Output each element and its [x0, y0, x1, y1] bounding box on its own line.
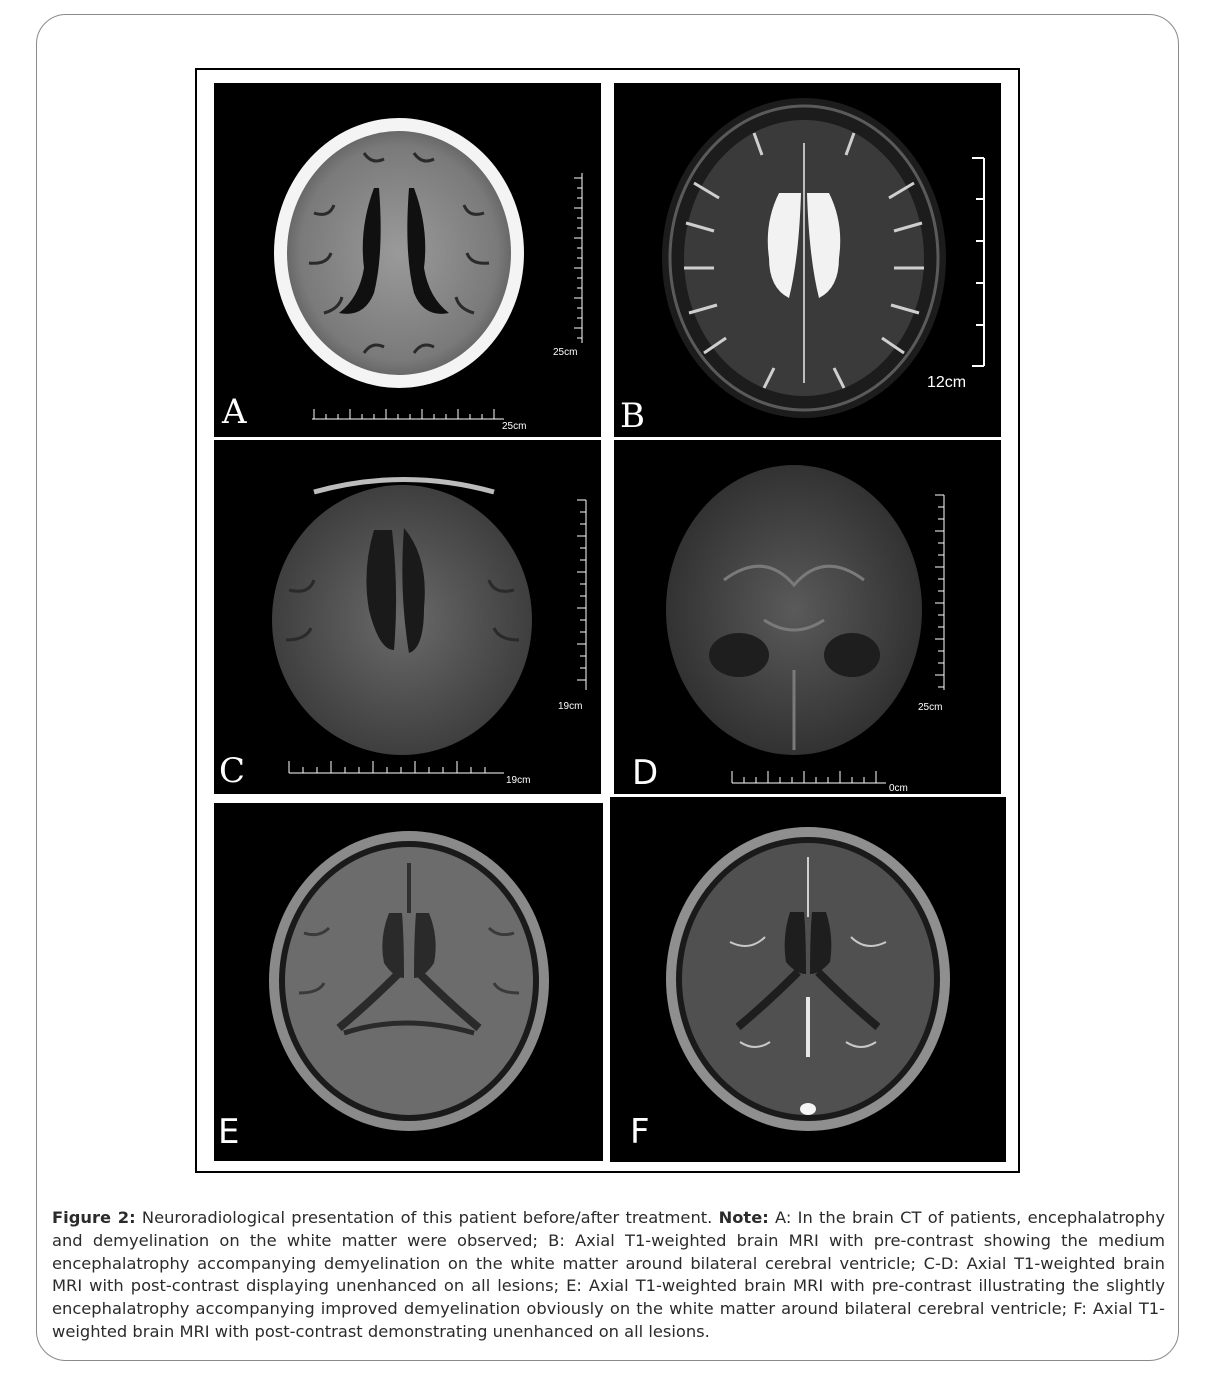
panel-e-mri-image: [214, 803, 603, 1161]
panel-c-letter: C: [219, 751, 246, 791]
figure-frame: [195, 68, 1020, 1173]
panel-d-mri-image: [614, 440, 1001, 794]
panel-f-mri-image: [610, 797, 1006, 1162]
caption-text-intro: Neuroradiological presentation of this patient before/after treatment.: [135, 1208, 719, 1227]
caption-note-label: Note:: [718, 1208, 769, 1227]
panel-b-mri-image: [614, 83, 1001, 437]
panel-a-letter: A: [222, 392, 247, 432]
panel-b-letter: B: [620, 396, 645, 436]
panel-d-letter: D: [632, 753, 659, 793]
panel-c-mri-image: [214, 440, 601, 794]
panel-a-scale-right: 25cm: [553, 347, 578, 358]
panel-a-ct-image: [214, 83, 601, 437]
panel-c-scale-right: 19cm: [558, 701, 583, 712]
panel-e-letter: E: [218, 1112, 240, 1152]
panel-d-scale-bottom: 0cm: [889, 783, 908, 794]
caption-figure-label: Figure 2:: [52, 1208, 136, 1227]
figure-caption: [52, 1207, 1165, 1344]
panel-f-letter: F: [630, 1112, 650, 1152]
panel-a-scale-bottom: 25cm: [502, 421, 527, 432]
panel-d-scale-right: 25cm: [918, 702, 943, 713]
panel-b-scale-right: 12cm: [927, 374, 967, 391]
panel-c-scale-bottom: 19cm: [506, 775, 531, 786]
caption-text-body: A: In the brain CT of patients, encephalatrophy and demyelination on the white matter were observed; B: Axial T1-weighted brain MRI with pre-contrast showing the medium encephalatrophy accompanying demyelination on the white matter around bilateral cerebral ventricle; C-D: Axial T1-weighted brain MRI with post-contrast displaying unenhanced on all lesions; E: Axial T1-weighted brain MRI with pre-contrast illustrating the slightly encephalatrophy accompanying improved demyelination obviously on the white matter around bilateral cerebral ventricle; F: Axial T1-weighted brain MRI with post-contrast demonstrating unenhanced on all lesions.: [52, 1208, 1165, 1341]
